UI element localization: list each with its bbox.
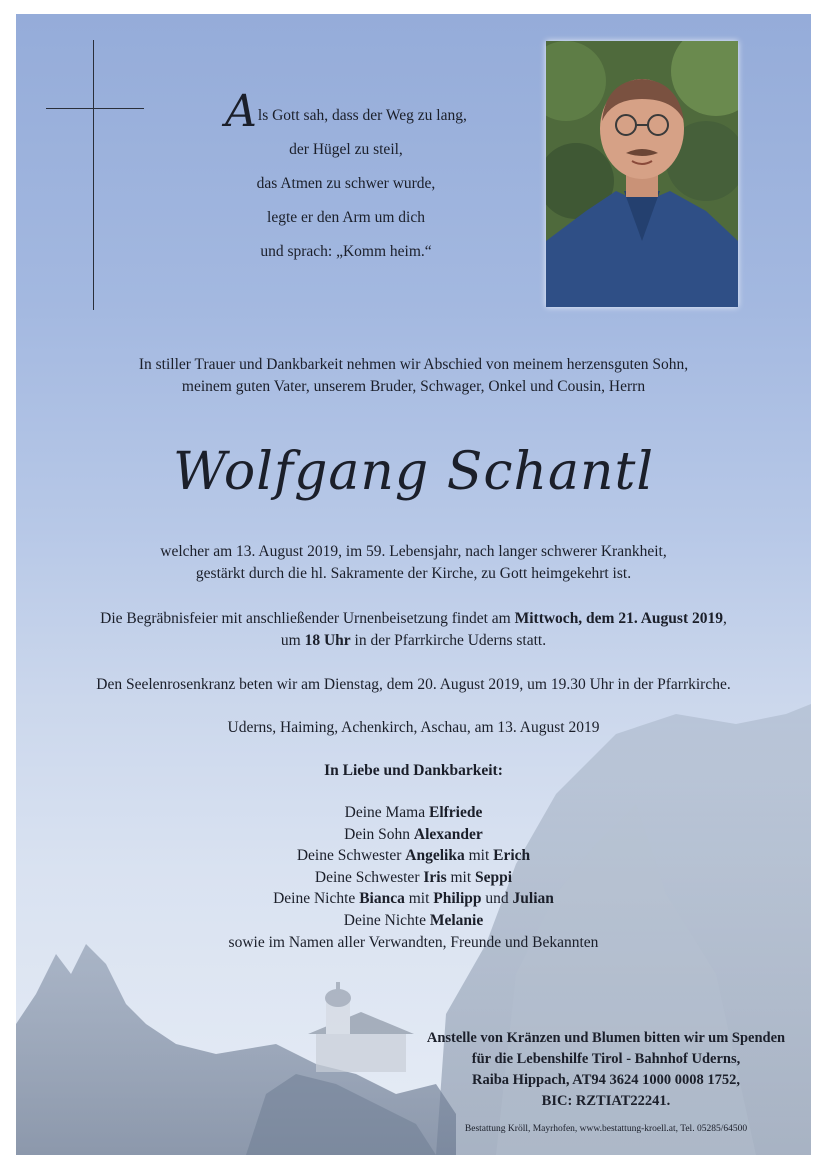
mourners-list bbox=[16, 802, 811, 953]
quote-line-4: legte er den Arm um dich bbox=[267, 209, 425, 226]
mourner-row: Deine Schwester Angelika mit Erich bbox=[296, 847, 531, 865]
mourner-row: Deine Mama Elfriede bbox=[344, 804, 483, 821]
funeral-line-2: um 18 Uhr in der Pfarrkirche Uderns statt. bbox=[280, 632, 547, 649]
donation-line-3: Raiba Hippach, AT94 3624 1000 0008 1752, bbox=[471, 1072, 741, 1088]
donation-line-2: für die Lebenshilfe Tirol - Bahnhof Uderns, bbox=[471, 1051, 741, 1067]
quote-line-5: und sprach: „Komm heim.“ bbox=[260, 243, 432, 260]
donation-line-4: BIC: RZTIAT22241. bbox=[541, 1093, 671, 1109]
rosary-notice: Den Seelenrosenkranz beten wir am Dienstag, dem 20. August 2019, um 19.30 Uhr in der Pfarrkirche. bbox=[96, 676, 731, 693]
quote-line-3: das Atmen zu schwer wurde, bbox=[256, 175, 436, 192]
mourner-row: Deine Nichte Bianca mit Philipp und Julian bbox=[273, 890, 554, 908]
mourner-row: Dein Sohn Alexander bbox=[344, 825, 483, 843]
deceased-name: Wolfgang Schantl bbox=[173, 442, 654, 502]
cross-vertical-line bbox=[93, 40, 94, 310]
closing-heading: In Liebe und Dankbarkeit: bbox=[324, 762, 503, 779]
quote-dropcap: A bbox=[225, 86, 257, 137]
funeral-date: Mittwoch, dem 21. August 2019 bbox=[514, 610, 723, 627]
mourner-row: Deine Nichte Melanie bbox=[343, 911, 484, 929]
death-notice bbox=[16, 541, 811, 585]
cross-horizontal-line bbox=[46, 108, 144, 109]
intro-line-2: meinem guten Vater, unserem Bruder, Schwager, Onkel und Cousin, Herrn bbox=[181, 378, 646, 395]
mourner-row: Deine Schwester Iris mit Seppi bbox=[314, 868, 513, 886]
church-illustration bbox=[308, 982, 414, 1072]
death-notice-line-2: gestärkt durch die hl. Sakramente der Kirche, zu Gott heimgekehrt ist. bbox=[195, 565, 632, 582]
place-date: Uderns, Haiming, Achenkirch, Aschau, am 13. August 2019 bbox=[227, 719, 600, 736]
memorial-quote bbox=[196, 86, 496, 269]
quote-line-2: der Hügel zu steil, bbox=[289, 141, 403, 158]
quote-line-1: Als Gott sah, dass der Weg zu lang, bbox=[225, 86, 467, 137]
funeral-line-1: Die Begräbnisfeier mit anschließender Urnenbeisetzung findet am Mittwoch, dem 21. August 2019, bbox=[100, 610, 727, 627]
mourners-closing: sowie im Namen aller Verwandten, Freunde und Bekannten bbox=[228, 933, 599, 951]
funeral-home-footer: Bestattung Kröll, Mayrhofen, www.bestattung-kroell.at, Tel. 05285/64500 bbox=[464, 1124, 748, 1134]
funeral-details bbox=[16, 608, 811, 652]
donation-request bbox=[406, 1028, 806, 1112]
funeral-time: 18 Uhr bbox=[304, 632, 351, 649]
death-notice-line-1: welcher am 13. August 2019, im 59. Lebensjahr, nach langer schwerer Krankheit, bbox=[160, 543, 667, 560]
intro-paragraph bbox=[16, 354, 811, 398]
portrait-photo bbox=[546, 41, 738, 307]
donation-line-1: Anstelle von Kränzen und Blumen bitten wir um Spenden bbox=[426, 1030, 786, 1046]
obituary-card bbox=[16, 14, 811, 1155]
intro-line-1: In stiller Trauer und Dankbarkeit nehmen wir Abschied von meinem herzensguten Sohn, bbox=[138, 356, 689, 373]
